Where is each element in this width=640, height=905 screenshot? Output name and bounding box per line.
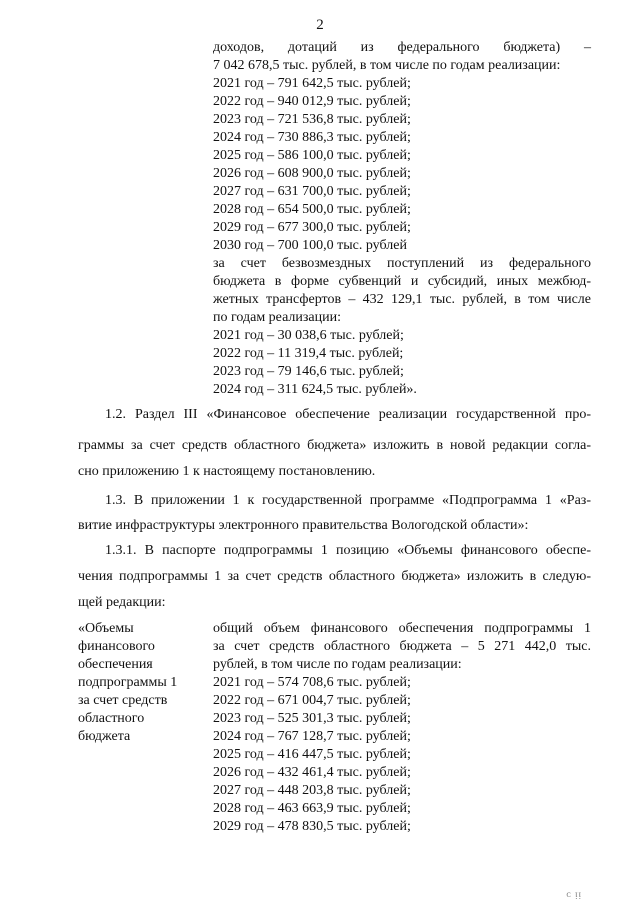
- text-line: 2029 год – 677 300,0 тыс. рублей;: [213, 220, 411, 235]
- text-line: бюджета в форме субвенций и субсидий, иных межбюд-: [213, 274, 591, 289]
- table-right-line: рублей, в том числе по годам реализации:: [213, 657, 462, 672]
- table-right-line: 2022 год – 671 004,7 тыс. рублей;: [213, 693, 411, 708]
- text-line: 2028 год – 654 500,0 тыс. рублей;: [213, 202, 411, 217]
- table-right-line: 2027 год – 448 203,8 тыс. рублей;: [213, 783, 411, 798]
- text-line: за счет безвозмездных поступлений из федерального: [213, 256, 591, 271]
- table-left-line: бюджета: [78, 729, 131, 744]
- text-line: 1.3.1. В паспорте подпрограммы 1 позицию «Объемы финансового обеспе-: [105, 543, 591, 558]
- table-right-line: 2024 год – 767 128,7 тыс. рублей;: [213, 729, 411, 744]
- table-right-line: 2026 год – 432 461,4 тыс. рублей;: [213, 765, 411, 780]
- text-line: 2022 год – 940 012,9 тыс. рублей;: [213, 94, 411, 109]
- text-line: 1.3. В приложении 1 к государственной программе «Подпрограмма 1 «Раз-: [105, 493, 591, 508]
- text-line: сно приложению 1 к настоящему постановлению.: [78, 464, 376, 479]
- table-left-line: «Объемы: [78, 621, 134, 636]
- text-line: 2023 год – 79 146,6 тыс. рублей;: [213, 364, 404, 379]
- text-line: 2025 год – 586 100,0 тыс. рублей;: [213, 148, 411, 163]
- table-right-line: 2023 год – 525 301,3 тыс. рублей;: [213, 711, 411, 726]
- text-line: 2022 год – 11 319,4 тыс. рублей;: [213, 346, 404, 361]
- text-line: 2024 год – 311 624,5 тыс. рублей».: [213, 382, 417, 397]
- text-line: 2026 год – 608 900,0 тыс. рублей;: [213, 166, 411, 181]
- text-line: щей редакции:: [78, 595, 166, 610]
- text-line: чения подпрограммы 1 за счет средств областного бюджета» изложить в следую-: [78, 569, 591, 584]
- table-right-line: 2021 год – 574 708,6 тыс. рублей;: [213, 675, 411, 690]
- table-left-line: подпрограммы 1: [78, 675, 178, 690]
- text-line: по годам реализации:: [213, 310, 341, 325]
- table-left-line: областного: [78, 711, 145, 726]
- text-line: 2024 год – 730 886,3 тыс. рублей;: [213, 130, 411, 145]
- table-left-line: за счет средств: [78, 693, 168, 708]
- text-line: 2021 год – 791 642,5 тыс. рублей;: [213, 76, 411, 91]
- text-line: 2021 год – 30 038,6 тыс. рублей;: [213, 328, 404, 343]
- text-line: 7 042 678,5 тыс. рублей, в том числе по годам реализации:: [213, 58, 561, 73]
- table-left-line: финансового: [78, 639, 155, 654]
- corner-mark: ᴄ ᴉᴉ: [566, 889, 582, 899]
- table-right-line: 2029 год – 478 830,5 тыс. рублей;: [213, 819, 411, 834]
- table-left-line: обеспечения: [78, 657, 153, 672]
- text-line: жетных трансфертов – 432 129,1 тыс. рублей, в том числе: [213, 292, 591, 307]
- table-right-line: 2025 год – 416 447,5 тыс. рублей;: [213, 747, 411, 762]
- table-right-line: за счет средств областного бюджета – 5 271 442,0 тыс.: [213, 639, 591, 654]
- table-right-line: общий объем финансового обеспечения подпрограммы 1: [213, 621, 591, 636]
- text-line: доходов, дотаций из федерального бюджета) –: [213, 40, 591, 55]
- text-line: 2027 год – 631 700,0 тыс. рублей;: [213, 184, 411, 199]
- text-line: 1.2. Раздел III «Финансовое обеспечение реализации государственной про-: [105, 407, 591, 422]
- page-number: 2: [316, 17, 324, 33]
- text-line: 2030 год – 700 100,0 тыс. рублей: [213, 238, 407, 253]
- text-line: 2023 год – 721 536,8 тыс. рублей;: [213, 112, 411, 127]
- text-line: витие инфраструктуры электронного правительства Вологодской области»:: [78, 518, 529, 533]
- table-right-line: 2028 год – 463 663,9 тыс. рублей;: [213, 801, 411, 816]
- text-line: граммы за счет средств областного бюджета» изложить в новой редакции согла-: [78, 438, 591, 453]
